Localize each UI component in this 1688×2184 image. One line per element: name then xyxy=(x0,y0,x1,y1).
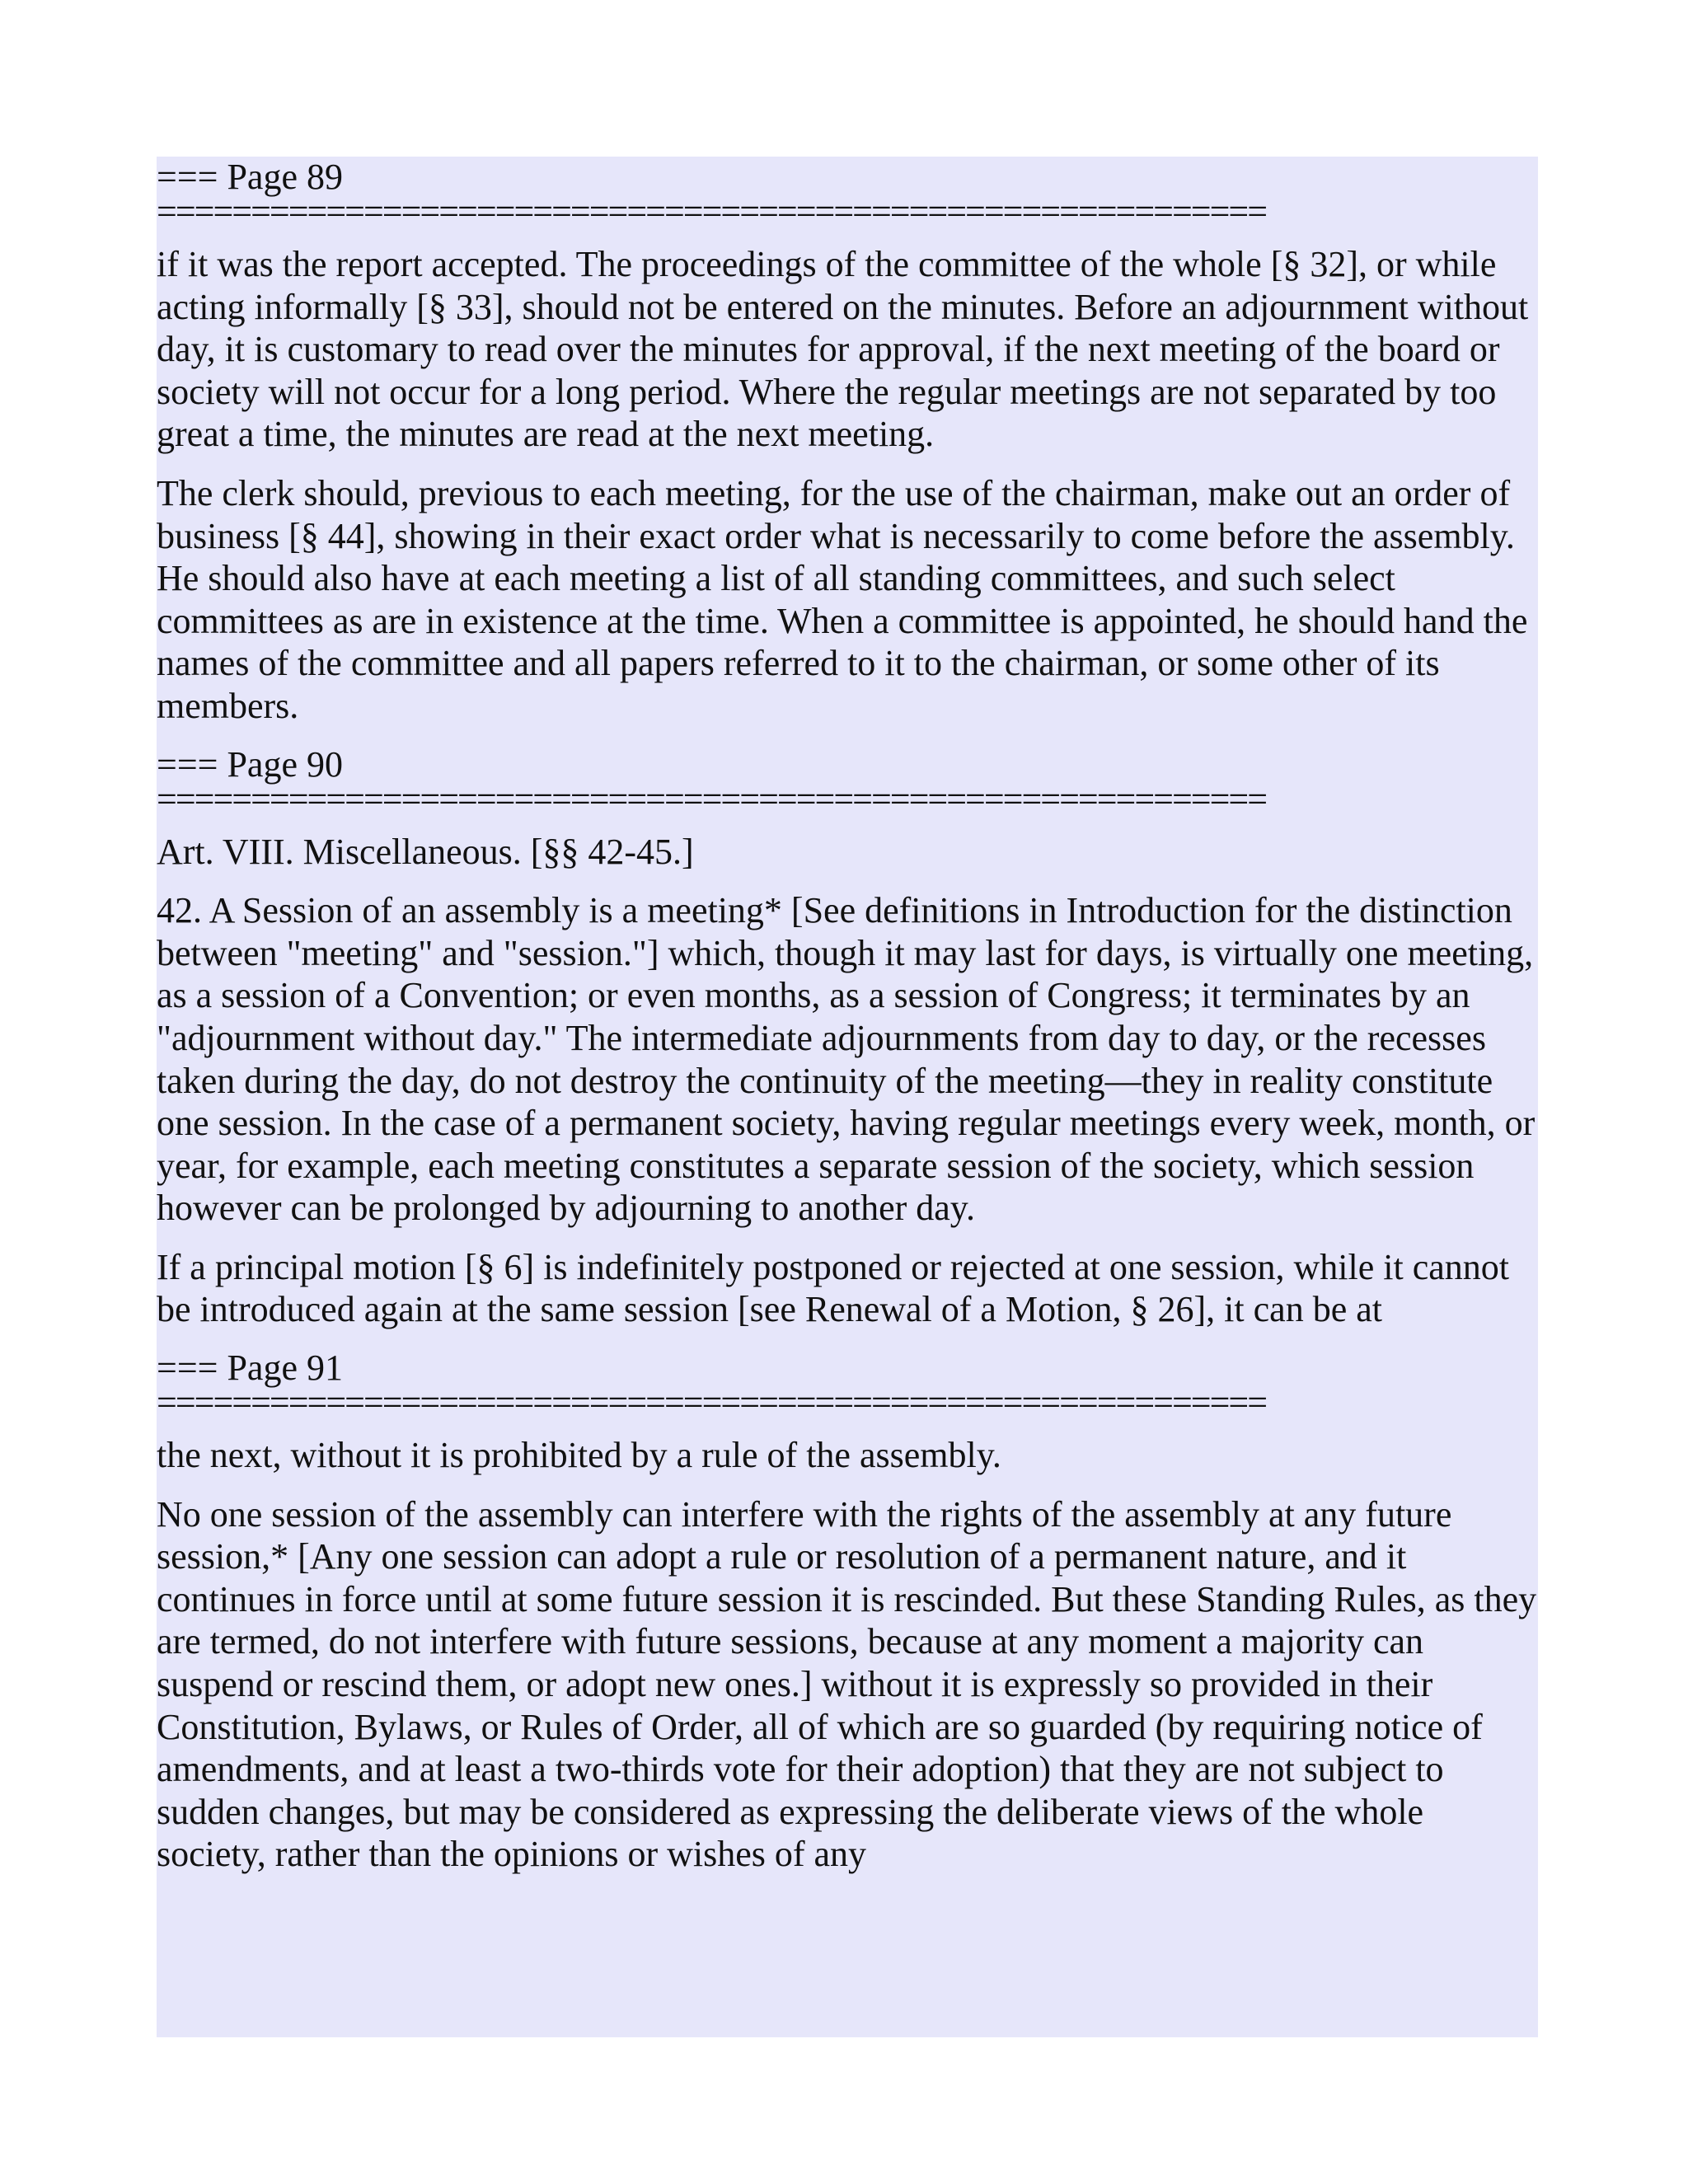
article-heading: Art. VIII. Miscellaneous. [§§ 42-45.] xyxy=(157,831,694,872)
paragraph-principal-motion: If a principal motion [§ 6] is indefinitely postponed or rejected at one session, while it cannot be introduced again at the same session [see Renewal of a Motion, § 26], it can be at xyxy=(157,1246,1510,1330)
page-marker-91: === Page 91 xyxy=(157,1347,343,1389)
paragraph-next-session: the next, without it is prohibited by a rule of the assembly. xyxy=(157,1435,1001,1476)
separator-rule: =========================================================== xyxy=(157,1388,1267,1422)
document-page xyxy=(157,157,1538,2037)
separator-rule: =========================================================== xyxy=(157,784,1267,818)
paragraph-minutes: if it was the report accepted. The proceedings of the committee of the whole [§ 32], or while acting informally [§ 33], should not be entered on the minutes. Before an adjournment without day, it is customary to read over the minutes for approval, if the next meeting of the board or society will not occur for a long period. Where the regular meetings are not separated by too great a time, the minutes are read at the next meeting. xyxy=(157,244,1529,455)
page-marker-89: === Page 89 xyxy=(157,157,343,197)
separator-rule: =========================================================== xyxy=(157,197,1267,230)
paragraph-future-sessions: No one session of the assembly can interfere with the rights of the assembly at any future session,* [Any one session can adopt a rule or resolution of a permanent nature, and it continues in force until at some future session it is rescinded. But these Standing Rules, as they are termed, do not interfere with future sessions, because at any moment a majority can suspend or rescind them, or adopt new ones.] without it is expressly so provided in their Constitution, Bylaws, or Rules of Order, all of which are so guarded (by requiring notice of amendments, and at least a two-thirds vote for their adoption) that they are not subject to sudden changes, but may be considered as expressing the deliberate views of the whole society, rather than the opinions or wishes of any xyxy=(157,1493,1537,1875)
page-marker-90: === Page 90 xyxy=(157,743,343,785)
paragraph-clerk-duties: The clerk should, previous to each meeting, for the use of the chairman, make out an order of business [§ 44], showing in their exact order what is necessarily to come before the assembly. He should also have at each meeting a list of all standing committees, and such select committees as are in existence at the time. When a committee is appointed, he should hand the names of the committee and all papers referred to it to the chairman, or some other of its members. xyxy=(157,472,1528,726)
paragraph-session-definition: 42. A Session of an assembly is a meeting* [See definitions in Introduction for the distinction between "meeting" and "session."] which, though it may last for days, is virtually one meeting, as a session of a Convention; or even months, as a session of Congress; it terminates by an "adjournment without day." The intermediate adjournments from day to day, or the recesses taken during the day, do not destroy the continuity of the meeting—they in reality constitute one session. In the case of a permanent society, having regular meetings every week, month, or year, for example, each meeting constitutes a separate session of the society, which session however can be prolonged by adjourning to another day. xyxy=(157,890,1536,1229)
